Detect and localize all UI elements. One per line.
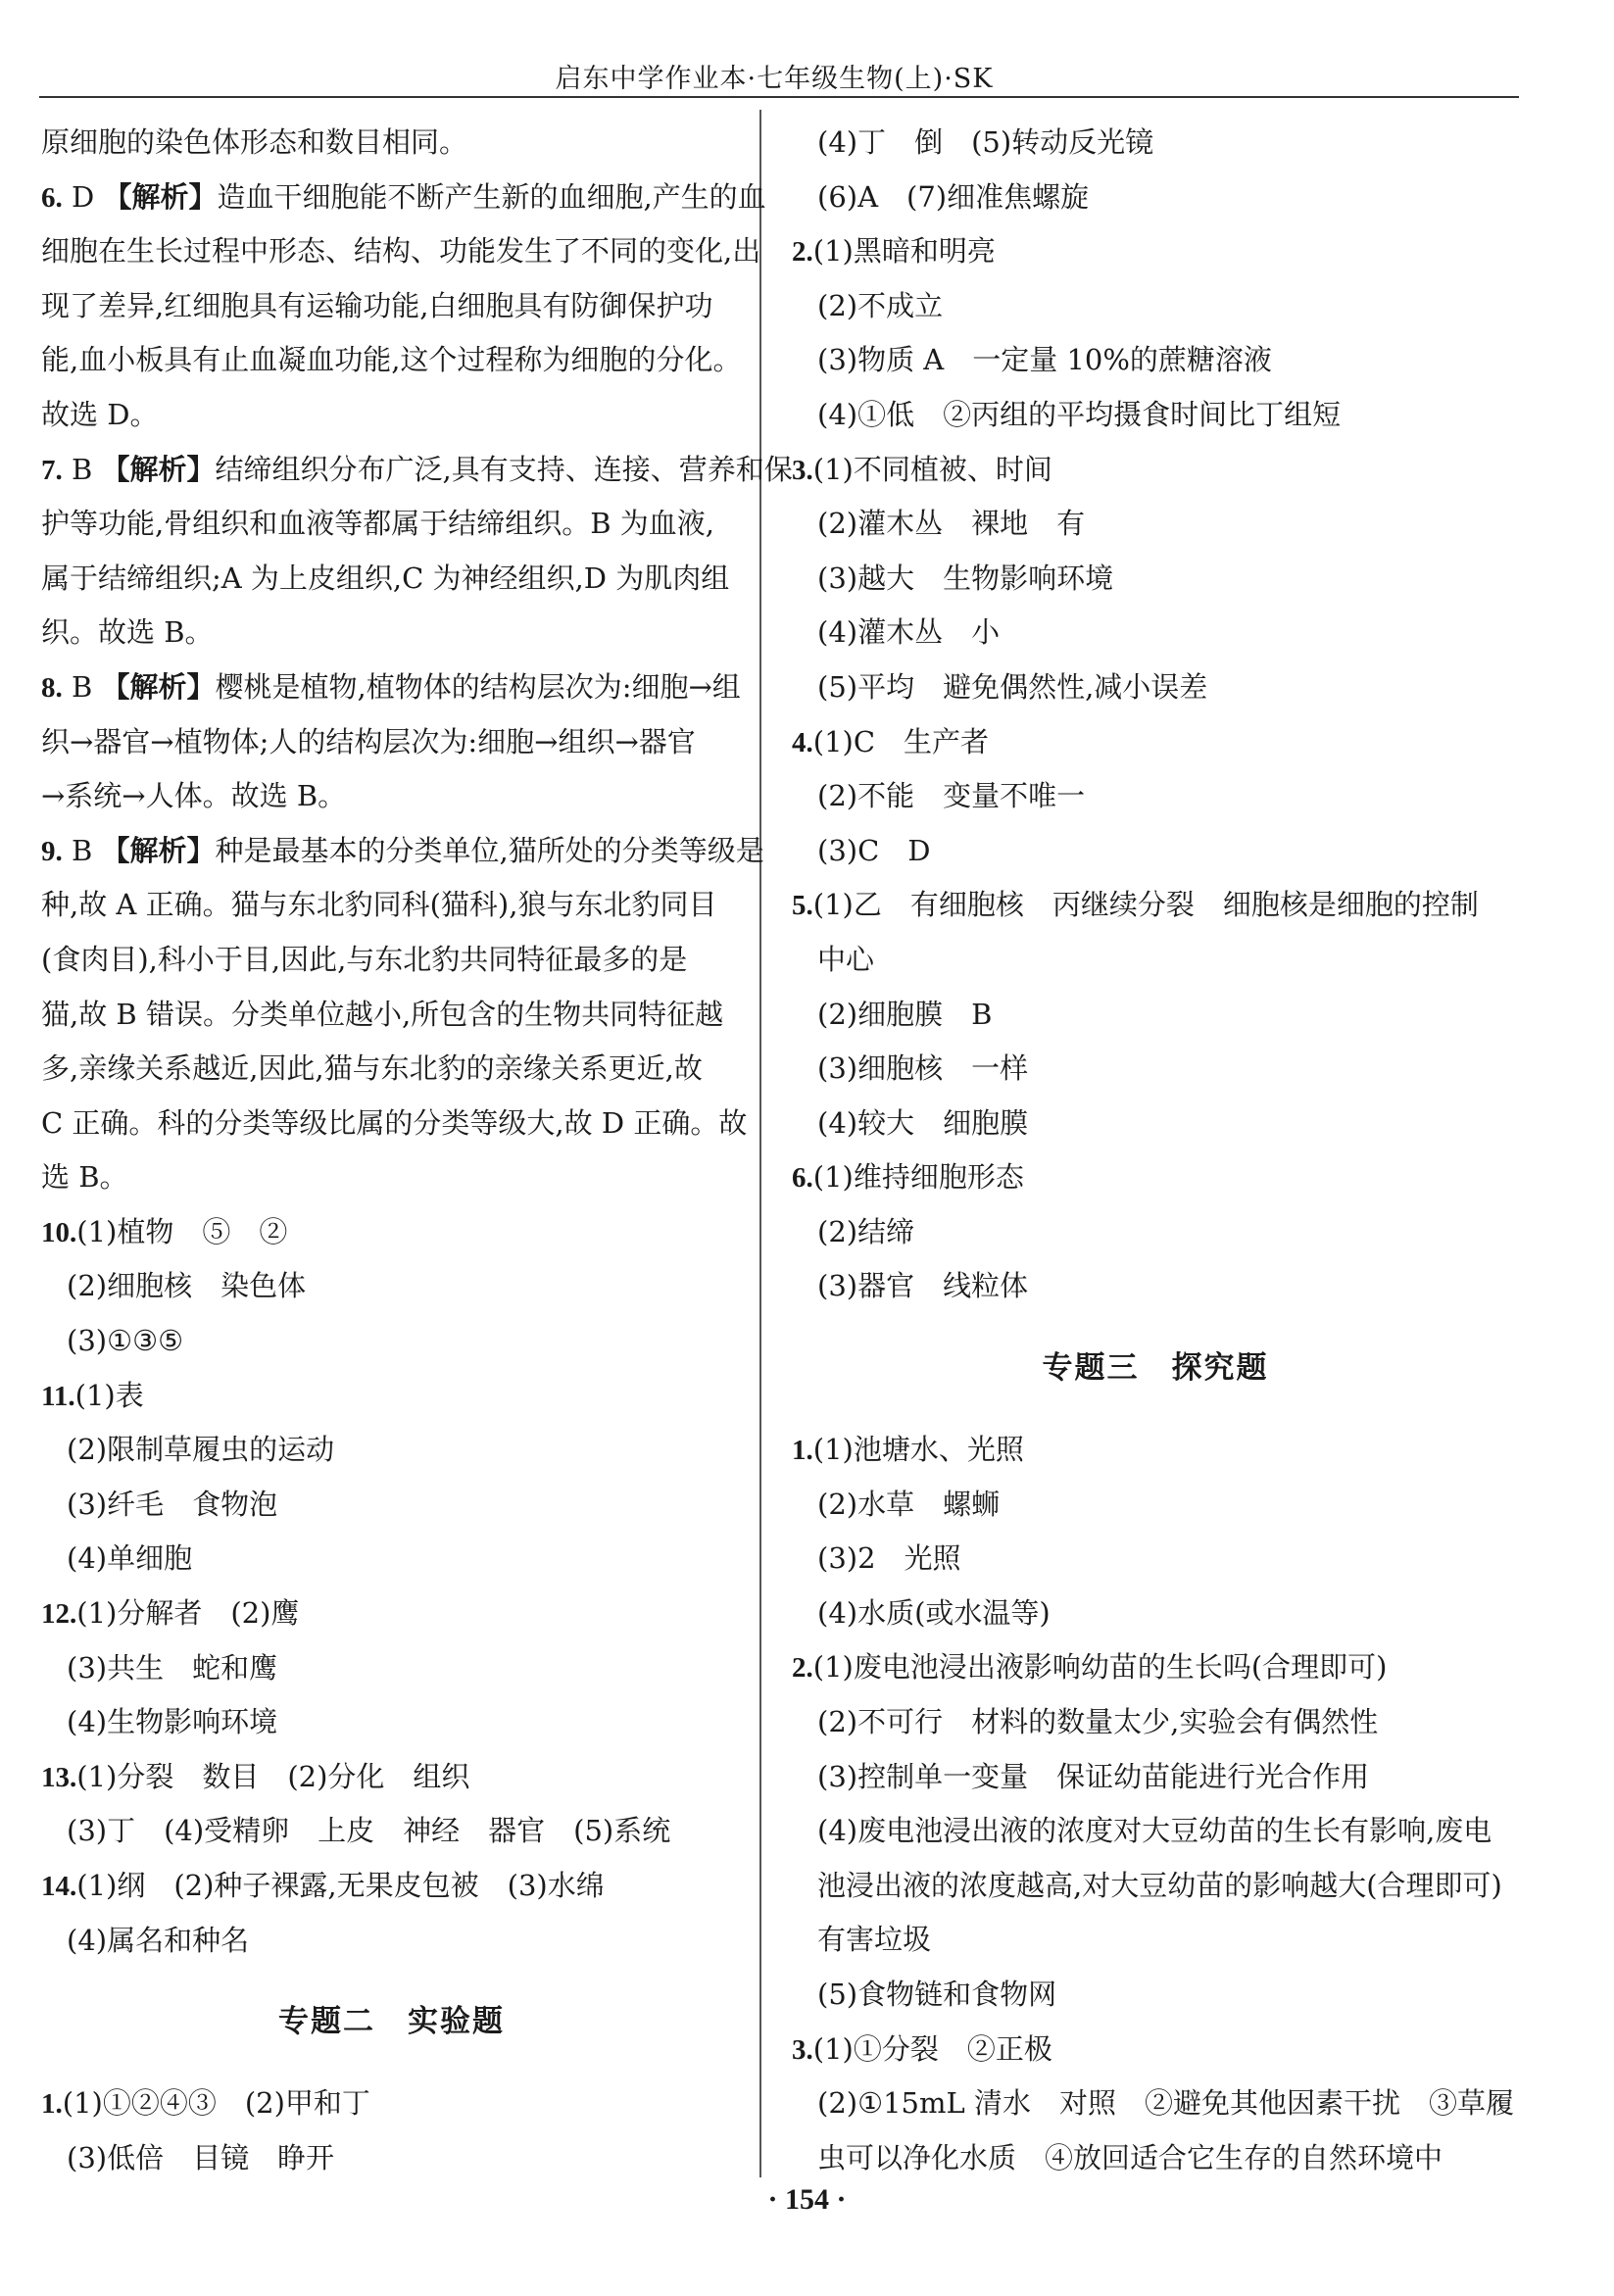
- answer-subline: (3)C D: [817, 833, 931, 867]
- answer-subline: (2)不可行 材料的数量太少,实验会有偶然性: [817, 1705, 1379, 1739]
- answer-continuation: (食肉目),科小于目,因此,与东北豹共同特征最多的是: [41, 942, 688, 976]
- question-number: 4.: [792, 726, 813, 758]
- question-number: 5.: [792, 890, 813, 922]
- answer-subline: (2)水草 螺蛳: [817, 1487, 1001, 1521]
- answer-subline: 中心: [817, 942, 875, 976]
- question-number: 10.: [41, 1216, 77, 1248]
- answer-continuation: 细胞在生长过程中形态、结构、功能发生了不同的变化,出: [41, 234, 761, 269]
- answer-subline: (5)平均 避免偶然性,减小误差: [817, 669, 1208, 704]
- answer-subline: (2)细胞膜 B: [817, 997, 993, 1031]
- question-number: 2.: [792, 236, 813, 269]
- question-number: 3.: [792, 454, 813, 486]
- answer-item: [41, 1205, 742, 1260]
- answer-text: (1)分解者 (2)鹰: [76, 1596, 300, 1631]
- answer-subline: (4)生物影响环境: [67, 1705, 278, 1739]
- answer-item: [792, 1150, 1519, 1205]
- answer-text: (1)①分裂 ②正极: [812, 2031, 1052, 2066]
- answer-text: (1)池塘水、光照: [812, 1433, 1024, 1467]
- answer-subline: (2)①15mL 清水 对照 ②避免其他因素干扰 ③草履: [817, 2086, 1514, 2121]
- answer-subline: 虫可以净化水质 ④放回适合它生存的自然环境中: [817, 2140, 1443, 2174]
- answer-item: [41, 443, 793, 498]
- answer-subline: (2)结缔: [817, 1214, 915, 1248]
- page-header: 启东中学作业本·七年级生物(上)·SK: [555, 64, 994, 94]
- answer-choice: B: [62, 833, 102, 867]
- column-divider: [759, 110, 761, 2177]
- question-number: 8.: [41, 671, 63, 704]
- question-number: 1.: [792, 1435, 813, 1467]
- answer-continuation: 故选 D。: [41, 397, 159, 431]
- answer-continuation: 护等功能,骨组织和血液等都属于结缔组织。B 为血液,: [41, 507, 714, 541]
- answer-continuation: 原细胞的染色体形态和数目相同。: [41, 125, 468, 159]
- answer-continuation: 属于结缔组织;A 为上皮组织,C 为神经组织,D 为肌肉组: [41, 561, 730, 595]
- answer-subline: (6)A (7)细准焦螺旋: [817, 179, 1090, 214]
- answer-subline: (3)控制单一变量 保证幼苗能进行光合作用: [817, 1759, 1370, 1793]
- answer-item: [792, 1423, 1519, 1478]
- answer-choice: B: [62, 452, 102, 486]
- answer-subline: 池浸出液的浓度越高,对大豆幼苗的影响越大(合理即可): [817, 1868, 1502, 1902]
- answer-item: [41, 660, 742, 715]
- answer-subline: (4)灌木丛 小: [817, 615, 1001, 650]
- answer-item: [41, 1859, 742, 1914]
- answer-subline: (2)细胞核 染色体: [67, 1269, 307, 1303]
- answer-subline: (3)越大 生物影响环境: [817, 561, 1114, 595]
- answer-item: [792, 1640, 1519, 1695]
- answer-item: [41, 171, 766, 225]
- answer-text: (1)黑暗和明亮: [812, 234, 996, 269]
- question-number: 12.: [41, 1598, 77, 1631]
- answer-text: (1)分裂 数目 (2)分化 组织: [76, 1759, 470, 1793]
- answer-subline: (3)①③⑤: [67, 1324, 184, 1358]
- answer-subline: (3)丁 (4)受精卵 上皮 神经 器官 (5)系统: [67, 1814, 671, 1848]
- question-number: 11.: [41, 1380, 75, 1412]
- right-column: [792, 116, 1519, 2185]
- answer-text: (1)维持细胞形态: [812, 1160, 1024, 1195]
- answer-subline: (4)丁 倒 (5)转动反光镜: [817, 125, 1154, 159]
- answer-text: (1)①②④③ (2)甲和丁: [62, 2086, 370, 2121]
- answer-text: 樱桃是植物,植物体的结构层次为:细胞→组: [215, 669, 741, 704]
- answer-text: (1)C 生产者: [812, 724, 990, 758]
- answer-text: (1)乙 有细胞核 丙继续分裂 细胞核是细胞的控制: [812, 888, 1479, 922]
- answer-text: 造血干细胞能不断产生新的血细胞,产生的血: [217, 179, 766, 214]
- answer-item: [792, 224, 1519, 279]
- answer-text: (1)表: [74, 1378, 144, 1412]
- question-number: 3.: [792, 2033, 813, 2066]
- answer-item: [41, 2076, 742, 2131]
- answer-continuation: 选 B。: [41, 1160, 128, 1195]
- answer-item: [41, 1369, 742, 1424]
- answer-continuation: 多,亲缘关系越近,因此,猫与东北豹的亲缘关系更近,故: [41, 1051, 703, 1086]
- answer-subline: (4)较大 细胞膜: [817, 1105, 1029, 1140]
- question-number: 6.: [41, 181, 63, 214]
- answer-continuation: 猫,故 B 错误。分类单位越小,所包含的生物共同特征越: [41, 997, 724, 1031]
- answer-subline: (2)不能 变量不唯一: [817, 779, 1086, 813]
- answer-subline: (4)水质(或水温等): [817, 1595, 1051, 1630]
- answer-subline: (3)器官 线粒体: [817, 1269, 1029, 1303]
- section-title: 专题三 探究题: [1042, 1350, 1269, 1387]
- answer-choice: D: [62, 179, 104, 214]
- answer-text: (1)不同植被、时间: [812, 452, 1052, 486]
- answer-item: [41, 1587, 742, 1641]
- question-number: 13.: [41, 1761, 77, 1793]
- left-column: [41, 116, 793, 2185]
- answer-continuation: 织→器官→植物体;人的结构层次为:细胞→组织→器官: [41, 724, 696, 758]
- answer-continuation: 现了差异,红细胞具有运输功能,白细胞具有防御保护功: [41, 288, 713, 322]
- answer-subline: (3)2 光照: [817, 1541, 961, 1576]
- page-number: · 154 ·: [767, 2183, 847, 2216]
- header-rule: [39, 96, 1519, 98]
- answer-choice: B: [62, 669, 102, 704]
- answer-subline: (3)细胞核 一样: [817, 1051, 1029, 1086]
- answer-subline: (4)①低 ②丙组的平均摄食时间比丁组短: [817, 397, 1342, 431]
- analysis-tag: 【解析】: [101, 452, 216, 486]
- answer-subline: (3)低倍 目镜 睁开: [67, 2140, 335, 2174]
- answer-subline: (3)共生 蛇和鹰: [67, 1650, 278, 1685]
- answer-item: [792, 878, 1519, 933]
- answer-subline: (2)限制草履虫的运动: [67, 1433, 335, 1467]
- question-number: 7.: [41, 454, 63, 486]
- analysis-tag: 【解析】: [101, 669, 216, 704]
- answer-continuation: →系统→人体。故选 B。: [41, 779, 347, 813]
- answer-subline: (4)单细胞: [67, 1541, 193, 1576]
- answer-subline: (4)废电池浸出液的浓度对大豆幼苗的生长有影响,废电: [817, 1814, 1492, 1848]
- answer-subline: (3)物质 A 一定量 10%的蔗糖溶液: [817, 343, 1272, 377]
- answer-item: [792, 443, 1519, 498]
- answer-continuation: 种,故 A 正确。猫与东北豹同科(猫科),狼与东北豹同目: [41, 888, 717, 922]
- answer-continuation: C 正确。科的分类等级比属的分类等级大,故 D 正确。故: [41, 1105, 748, 1140]
- answer-continuation: 能,血小板具有止血凝血功能,这个过程称为细胞的分化。: [41, 343, 742, 377]
- answer-item: [41, 1750, 742, 1805]
- answer-subline: (2)灌木丛 裸地 有: [817, 507, 1086, 541]
- answer-subline: (2)不成立: [817, 288, 944, 322]
- answer-text: 种是最基本的分类单位,猫所处的分类等级是: [215, 833, 764, 867]
- answer-text: (1)植物 ⑤ ②: [76, 1214, 288, 1248]
- analysis-tag: 【解析】: [101, 833, 216, 867]
- answer-subline: (3)纤毛 食物泡: [67, 1487, 278, 1521]
- answer-subline: (4)属名和种名: [67, 1923, 250, 1957]
- question-number: 6.: [792, 1162, 813, 1195]
- question-number: 9.: [41, 835, 63, 867]
- question-number: 2.: [792, 1652, 813, 1685]
- section-title: 专题二 实验题: [278, 2004, 505, 2040]
- answer-text: 结缔组织分布广泛,具有支持、连接、营养和保: [215, 452, 793, 486]
- answer-continuation: 织。故选 B。: [41, 615, 214, 650]
- answer-item: [792, 715, 1519, 770]
- answer-item: [792, 2023, 1519, 2077]
- answer-text: (1)纲 (2)种子裸露,无果皮包被 (3)水绵: [76, 1869, 605, 1902]
- answer-subline: (5)食物链和食物网: [817, 1978, 1057, 2011]
- question-number: 1.: [41, 2088, 63, 2121]
- answer-text: (1)废电池浸出液影响幼苗的生长吗(合理即可): [812, 1650, 1388, 1685]
- question-number: 14.: [41, 1871, 77, 1902]
- answer-subline: 有害垃圾: [817, 1923, 932, 1957]
- analysis-tag: 【解析】: [103, 179, 218, 214]
- answer-item: [41, 824, 764, 879]
